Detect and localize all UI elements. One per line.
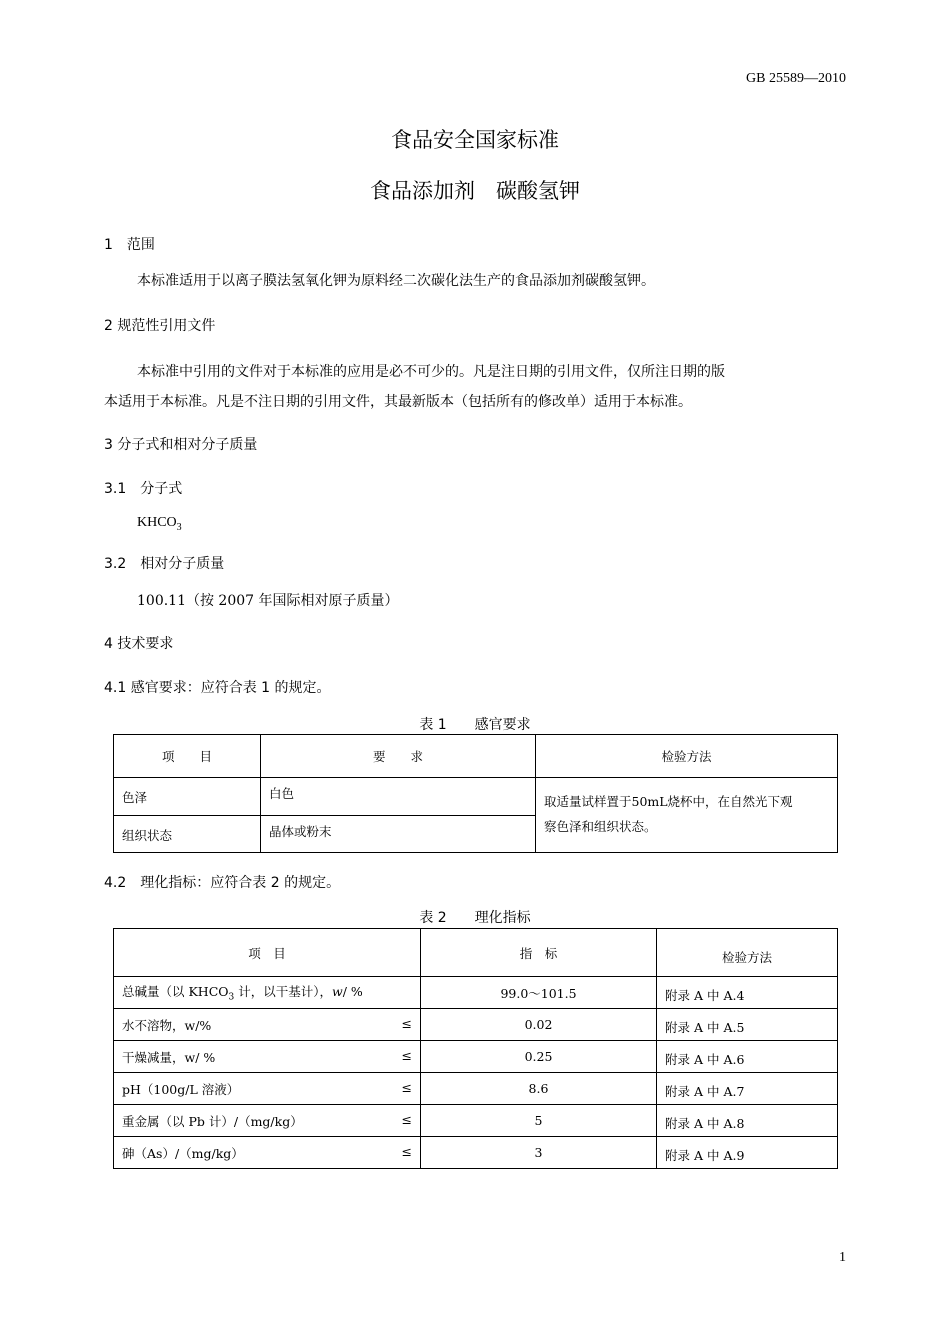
table-row — [114, 1137, 838, 1169]
item-cell: 色泽 — [114, 778, 261, 816]
page-number: 1 — [839, 1250, 846, 1265]
document-title: 食品安全国家标准 — [391, 128, 559, 152]
item-cell: 总碱量（以 $KHCO_3$ 计，以干基计），w/ % — [114, 977, 421, 1009]
header-method: 检验方法 — [536, 735, 838, 778]
standard-code: GB 25589—2010 — [746, 71, 846, 86]
table-2-caption: 表 2 理化指标 — [419, 910, 531, 926]
method-cell: 附录 A 中 A.4 — [657, 977, 838, 1009]
le-sign: ≤ — [401, 1111, 412, 1127]
le-sign: ≤ — [401, 1015, 412, 1031]
value-cell: 0.25 — [421, 1041, 657, 1073]
item-cell: 干燥减量，w/ % ≤ — [114, 1041, 421, 1073]
section-3-1-heading: 3.1 分子式 — [104, 481, 183, 497]
section-2-text-line2: 本适用于本标准。凡是不注日期的引用文件，其最新版本（包括所有的修改单）适用于本标准。 — [104, 394, 692, 410]
table-row — [114, 1105, 838, 1137]
method-line-1: 取适量试样置于50mL烧杯中，在自然光下观 — [544, 794, 793, 809]
molecular-formula: $KHCO_3$ — [137, 515, 182, 533]
table-header-row — [114, 735, 838, 778]
method-cell: 附录 A 中 A.9 — [657, 1137, 838, 1169]
table-row — [114, 1009, 838, 1041]
method-cell: 附录 A 中 A.6 — [657, 1041, 838, 1073]
table-1-caption: 表 1 感官要求 — [419, 717, 531, 733]
header-item: 项 目 — [114, 929, 421, 977]
section-4-heading: 4 技术要求 — [104, 636, 174, 652]
header-requirement: 要 求 — [261, 735, 536, 778]
requirement-cell: 白色 — [261, 778, 536, 816]
section-4-2-heading: 4.2 理化指标：应符合表 2 的规定。 — [104, 875, 341, 891]
item-cell: 水不溶物，w/% ≤ — [114, 1009, 421, 1041]
table-row — [114, 1041, 838, 1073]
table-row — [114, 778, 838, 816]
le-sign: ≤ — [401, 1143, 412, 1159]
section-1-heading: 1 范围 — [104, 237, 155, 253]
value-cell: 99.0～101.5 — [421, 977, 657, 1009]
item-cell: 砷（As）/（mg/kg） ≤ — [114, 1137, 421, 1169]
header-indicator: 指 标 — [421, 929, 657, 977]
method-cell: 附录 A 中 A.5 — [657, 1009, 838, 1041]
sensory-requirements-table — [113, 734, 838, 853]
requirement-cell: 晶体或粉末 — [261, 816, 536, 853]
method-cell — [536, 778, 838, 853]
section-4-1-heading: 4.1 感官要求：应符合表 1 的规定。 — [104, 680, 331, 696]
section-2-heading: 2 规范性引用文件 — [104, 318, 216, 334]
table-row — [114, 977, 838, 1009]
item-cell: 重金属（以 Pb 计）/（mg/kg） ≤ — [114, 1105, 421, 1137]
le-sign: ≤ — [401, 1047, 412, 1063]
method-line-2: 察色泽和组织状态。 — [544, 819, 657, 834]
header-method: 检验方法 — [657, 929, 838, 977]
method-cell: 附录 A 中 A.7 — [657, 1073, 838, 1105]
molecular-mass: 100.11（按 2007 年国际相对原子质量） — [137, 593, 399, 609]
method-cell: 附录 A 中 A.8 — [657, 1105, 838, 1137]
value-cell: 3 — [421, 1137, 657, 1169]
value-cell: 8.6 — [421, 1073, 657, 1105]
value-cell: 0.02 — [421, 1009, 657, 1041]
table-header-row — [114, 929, 838, 977]
header-item: 项 目 — [114, 735, 261, 778]
section-1-text: 本标准适用于以离子膜法氢氧化钾为原料经二次碳化法生产的食品添加剂碳酸氢钾。 — [137, 273, 655, 289]
document-subtitle: 食品添加剂 碳酸氢钾 — [370, 179, 580, 203]
item-cell: 组织状态 — [114, 816, 261, 853]
section-3-heading: 3 分子式和相对分子质量 — [104, 437, 258, 453]
item-cell: pH（100g/L 溶液） ≤ — [114, 1073, 421, 1105]
physicochemical-indicators-table — [113, 928, 838, 1169]
section-3-2-heading: 3.2 相对分子质量 — [104, 556, 225, 572]
le-sign: ≤ — [401, 1079, 412, 1095]
section-2-text-line1: 本标准中引用的文件对于本标准的应用是必不可少的。凡是注日期的引用文件，仅所注日期的版 — [137, 364, 725, 380]
table-row — [114, 1073, 838, 1105]
value-cell: 5 — [421, 1105, 657, 1137]
